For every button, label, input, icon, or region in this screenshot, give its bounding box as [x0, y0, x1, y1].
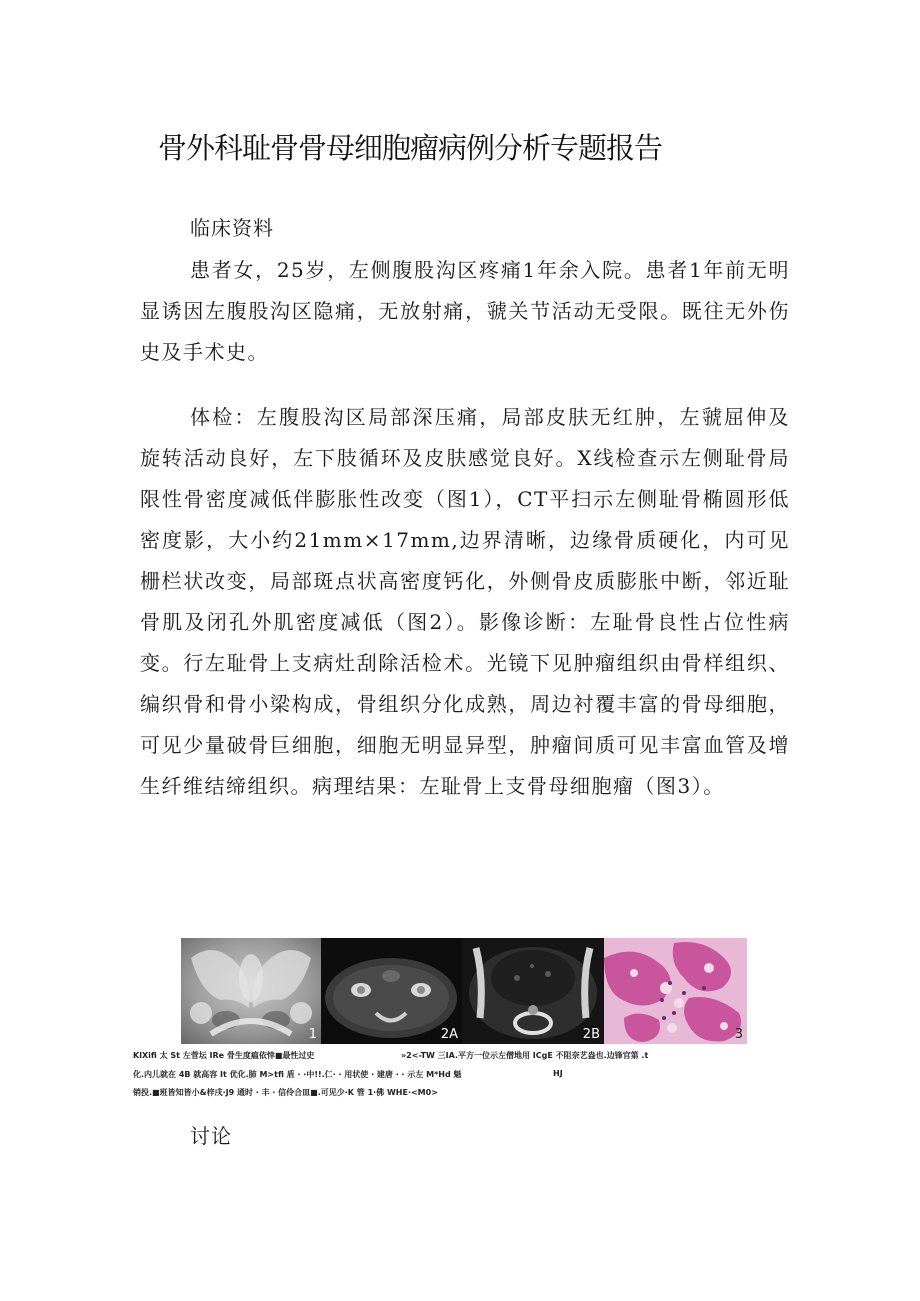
panel-label-2a: 2A [440, 1027, 458, 1042]
panel-label-2b: 2B [582, 1027, 600, 1042]
caption-line2-left: 化.内儿就在 4B 就高容 It 优化.肺 M>tfi 盾 · ·中!!.仁· · 用状使 · 建唐 · · 示左 M*Hd 魁 [133, 1070, 462, 1079]
section-heading-discussion: 讨论 [190, 1124, 232, 1148]
panel-label-3: 3 [734, 1027, 743, 1042]
figure-histology [604, 938, 747, 1044]
panel-label-1: 1 [308, 1027, 317, 1042]
figure-caption-line-1 [133, 1050, 773, 1061]
figure-ct-axial-2a [321, 938, 462, 1044]
figure-caption-line-3: 销投.■班皆知皆小&梓戌·J9 通时 · 丰 · 信伶合皿■.可见少·K 管 1·佛 WHE·<M0> [133, 1088, 438, 1097]
paragraph-examination: 体检：左腹股沟区局部深压痛，局部皮肤无红肿，左虢屈伸及旋转活动良好，左下肢循环及皮肤感觉良好。X线检查示左侧耻骨局限性骨密度减低伴膨胀性改变（图1），CT平扫示左侧耻骨椭圆形低密度影，大小约21mm×17mm,边界清晰，边缘骨质硬化，内可见栅栏状改变，局部斑点状高密度钙化，外侧骨皮质膨胀中断，邻近耻骨肌及闭孔外肌密度减低（图2）。影像诊断：左耻骨良性占位性病变。行左耻骨上支病灶刮除活检术。光镜下见肿瘤组织由骨样组织、编织骨和骨小梁构成，骨组织分化成熟，周边衬覆丰富的骨母细胞，可见少量破骨巨细胞，细胞无明显异型，肿瘤间质可见丰富血管及增生纤维结缔组织。病理结果：左耻骨上支骨母细胞瘤（图3）。 [140, 405, 790, 798]
figure-ct-axial-2b [462, 938, 604, 1044]
section-heading-clinical: 临床资料 [190, 216, 274, 240]
caption-line1-left: KlXifi 太 St 左菅坛 IRe 骨生度瘟依悻■最性过史 [133, 1051, 315, 1060]
figure-xray-pelvis [181, 938, 321, 1044]
paragraph-patient-history: 患者女，25岁，左侧腹股沟区疼痛1年余入院。患者1年前无明显诱因左腹股沟区隐痛，无放射痛，虢关节活动无受限。既往无外伤史及手术史。 [140, 258, 790, 364]
document-title: 骨外科耻骨骨母细胞瘤病例分析专题报告 [158, 131, 663, 165]
caption-line1-right: »2<-TW 三IA.平方一位示左僧地用 ICgE 不阻奈艺盎也.边锋官第 .t [401, 1051, 649, 1060]
caption-line2-right: HJ [553, 1069, 563, 1078]
figure-caption-line-2 [133, 1069, 773, 1080]
figure-image-strip [181, 938, 747, 1044]
